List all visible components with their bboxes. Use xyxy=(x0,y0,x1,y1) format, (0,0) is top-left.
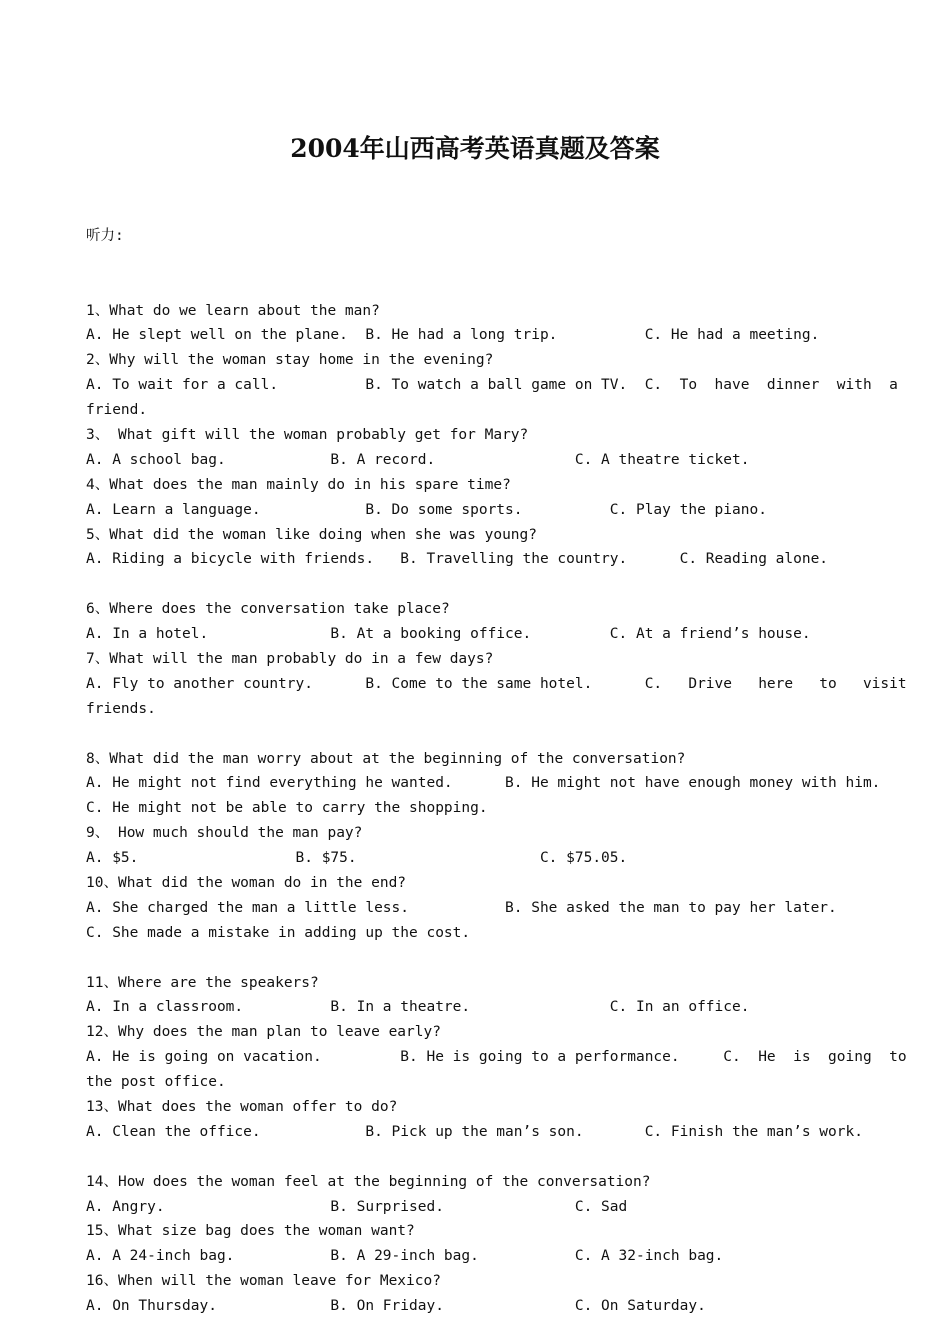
answer-options-line: A. A school bag. B. A record. C. A theatre ticket. xyxy=(86,451,750,468)
blank-line xyxy=(86,722,866,747)
blank-line xyxy=(86,1145,866,1170)
blank-line xyxy=(86,572,866,597)
section-label: 听力: xyxy=(86,227,124,244)
answer-options-line: A. To wait for a call. B. To watch a ball game on TV. C. To have dinner with a xyxy=(86,377,898,394)
answer-options-line: C. She made a mistake in adding up the cost. xyxy=(86,924,471,941)
question-line: 3、 What gift will the woman probably get for Mary? xyxy=(86,426,529,443)
answer-options-line: A. In a classroom. B. In a theatre. C. In an office. xyxy=(86,999,750,1016)
question-line: the post office. xyxy=(86,1074,226,1091)
document-title: 2004年山西高考英语真题及答案 xyxy=(290,134,660,163)
question-line: 7、What will the man probably do in a few days? xyxy=(86,650,494,667)
answer-options-line: A. Fly to another country. B. Come to the same hotel. C. Drive here to visit xyxy=(86,675,907,692)
question-line: 5、What did the woman like doing when she was young? xyxy=(86,526,537,543)
answer-options-line: A. Clean the office. B. Pick up the man’s son. C. Finish the man’s work. xyxy=(86,1123,863,1140)
question-line: friend. xyxy=(86,402,148,419)
answer-options-line: A. In a hotel. B. At a booking office. C. At a friend’s house. xyxy=(86,626,811,643)
answer-options-line: A. He is going on vacation. B. He is going to a performance. C. He is going to xyxy=(86,1049,907,1066)
question-line: 13、What does the woman offer to do? xyxy=(86,1099,398,1116)
answer-options-line: A. Riding a bicycle with friends. B. Travelling the country. C. Reading alone. xyxy=(86,551,829,568)
question-line: 15、What size bag does the woman want? xyxy=(86,1223,415,1240)
question-line: 14、How does the woman feel at the beginning of the conversation? xyxy=(86,1173,651,1190)
answer-options-line: A. Angry. B. Surprised. C. Sad xyxy=(86,1198,628,1215)
question-line: 2、Why will the woman stay home in the evening? xyxy=(86,352,494,369)
question-line: 8、What did the man worry about at the beginning of the conversation? xyxy=(86,750,686,767)
answer-options-line: A. He slept well on the plane. B. He had a long trip. C. He had a meeting. xyxy=(86,327,820,344)
question-list xyxy=(86,174,907,1319)
question-line: 9、 How much should the man pay? xyxy=(86,825,363,842)
answer-options-line: A. Learn a language. B. Do some sports. C. Play the piano. xyxy=(86,501,767,518)
question-line: 11、Where are the speakers? xyxy=(86,974,319,991)
answer-options-line: A. He might not find everything he wanted. B. He might not have enough money with him. xyxy=(86,775,881,792)
question-line: 16、When will the woman leave for Mexico? xyxy=(86,1273,441,1290)
answer-options-line: A. A 24-inch bag. B. A 29-inch bag. C. A 32-inch bag. xyxy=(86,1248,724,1265)
question-line: 6、Where does the conversation take place? xyxy=(86,601,450,618)
question-line: friends. xyxy=(86,700,156,717)
question-line: 10、What did the woman do in the end? xyxy=(86,875,407,891)
answer-options-line: A. She charged the man a little less. B. She asked the man to pay her later. xyxy=(86,899,837,916)
question-line: 4、What does the man mainly do in his spare time? xyxy=(86,476,511,493)
blank-line xyxy=(86,946,866,971)
answer-options-line: C. He might not be able to carry the shopping. xyxy=(86,800,488,817)
question-line: 1、What do we learn about the man? xyxy=(86,302,380,319)
answer-options-line: A. On Thursday. B. On Friday. C. On Saturday. xyxy=(86,1298,706,1315)
question-line: 12、Why does the man plan to leave early? xyxy=(86,1024,441,1041)
answer-options-line: A. $5. B. $75. C. $75.05. xyxy=(86,850,628,867)
